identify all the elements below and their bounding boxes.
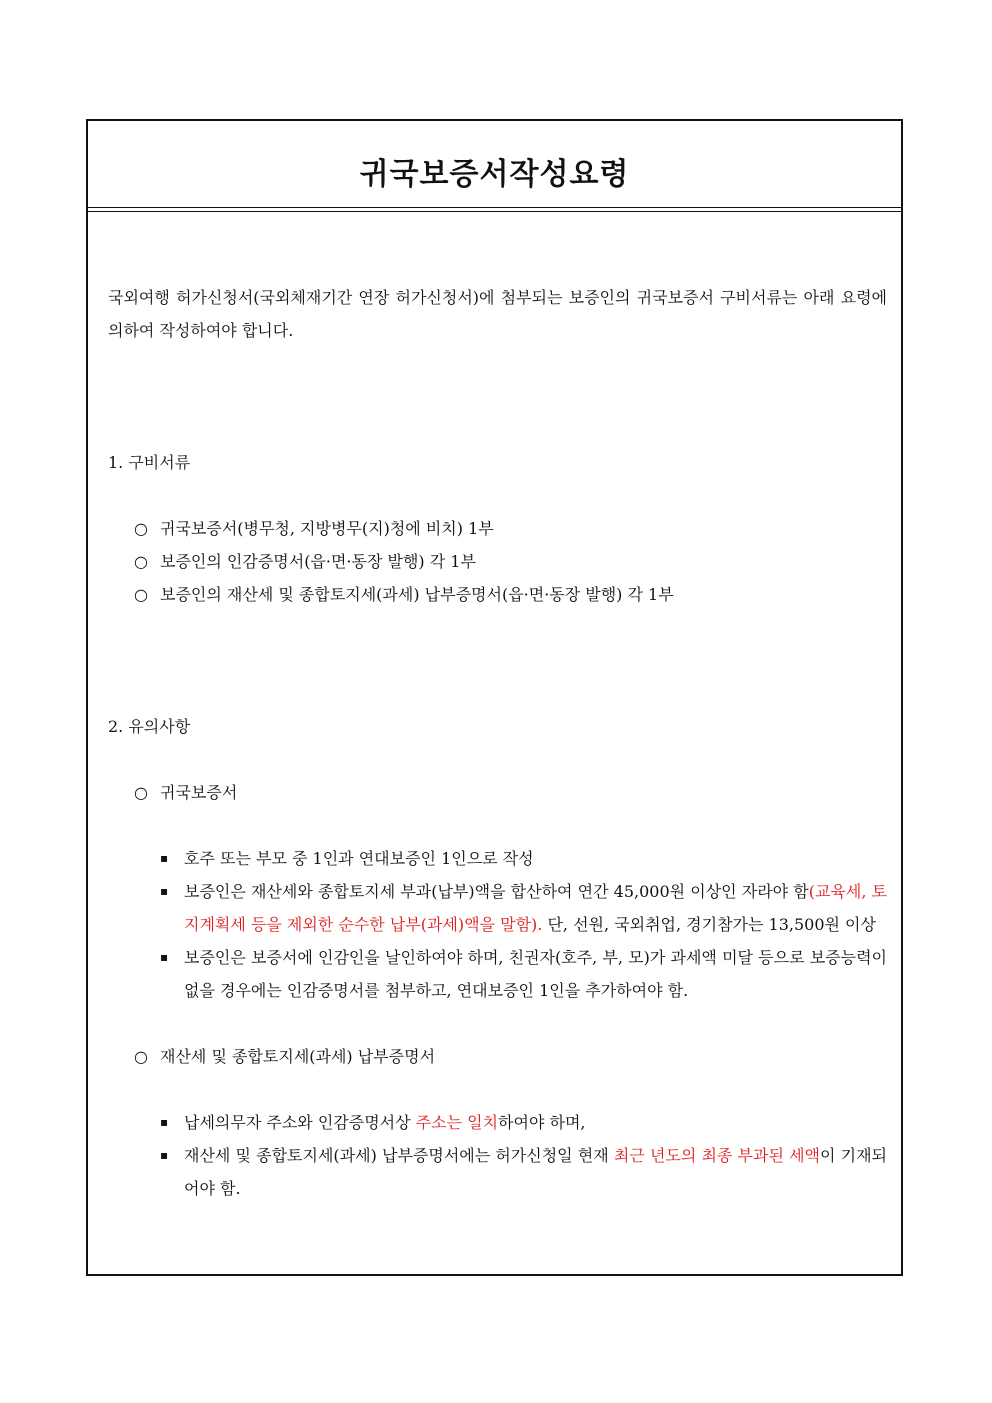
section-1-item-1: ○ 귀국보증서(병무청, 지방병무(지)청에 비치) 1부 — [108, 512, 887, 545]
circle-marker: ○ — [134, 585, 148, 604]
bullet-marker: ▪ — [160, 884, 169, 898]
document-frame — [86, 119, 903, 1276]
circle-marker: ○ — [134, 552, 148, 571]
section-2-sub-2-bullet-2: ▪ 재산세 및 종합토지세(과세) 납부증명서에는 허가신청일 현재 최근 년도의 최종 부과된 세액이 기재되어야 함. — [108, 1139, 887, 1205]
highlight-text: (교육세, 토지계획세 등을 제외한 순수한 납부(과세)액을 말함). — [184, 882, 887, 934]
title-rule-top — [88, 207, 901, 208]
highlight-text: 최근 년도의 최종 부과된 세액 — [613, 1146, 820, 1165]
section-2-sub-2-bullet-1: ▪ 납세의무자 주소와 인감증명서상 주소는 일치하여야 하며, — [108, 1106, 887, 1139]
bullet-marker: ▪ — [160, 851, 169, 865]
bullet-marker: ▪ — [160, 1148, 169, 1162]
document-body — [108, 281, 887, 1205]
section-2-heading: 2. 유의사항 — [108, 717, 191, 736]
page-title: 귀국보증서작성요령 — [359, 157, 630, 192]
title-rule-bottom — [88, 211, 901, 212]
circle-marker: ○ — [134, 783, 148, 802]
section-1-item-3: ○ 보증인의 재산세 및 종합토지세(과세) 납부증명서(읍·면·동장 발행) 각 1부 — [108, 578, 887, 611]
section-2-sub-1-bullet-3: ▪ 보증인은 보증서에 인감인을 날인하여야 하며, 친권자(호주, 부, 모)가 과세액 미달 등으로 보증능력이 없을 경우에는 인감증명서를 첨부하고, 연대보증인 1인을 추가하여야 함. — [108, 941, 887, 1007]
circle-marker: ○ — [134, 1047, 148, 1066]
section-2-sub-1-bullet-2: ▪ 보증인은 재산세와 종합토지세 부과(납부)액을 합산하여 연간 45,000원 이상인 자라야 함(교육세, 토지계획세 등을 제외한 순수한 납부(과세)액을 말함). 단, 선원, 국외취업, 경기참가는 13,500원 이상 — [108, 875, 887, 941]
section-1-heading: 1. 구비서류 — [108, 453, 191, 472]
bullet-marker: ▪ — [160, 950, 169, 964]
bullet-marker: ▪ — [160, 1115, 169, 1129]
highlight-text: 주소는 일치 — [415, 1113, 499, 1132]
section-1-item-2: ○ 보증인의 인감증명서(읍·면·동장 발행) 각 1부 — [108, 545, 887, 578]
title-area — [88, 121, 901, 209]
intro-paragraph: 국외여행 허가신청서(국외체재기간 연장 허가신청서)에 첨부되는 보증인의 귀국보증서 구비서류는 아래 요령에 의하여 작성하여야 합니다. — [108, 288, 887, 340]
circle-marker: ○ — [134, 519, 148, 538]
section-2-sub-1-heading: ○ 귀국보증서 — [108, 776, 887, 809]
section-2-sub-1-bullet-1: ▪ 호주 또는 부모 중 1인과 연대보증인 1인으로 작성 — [108, 842, 887, 875]
section-2-sub-2-heading: ○ 재산세 및 종합토지세(과세) 납부증명서 — [108, 1040, 887, 1073]
